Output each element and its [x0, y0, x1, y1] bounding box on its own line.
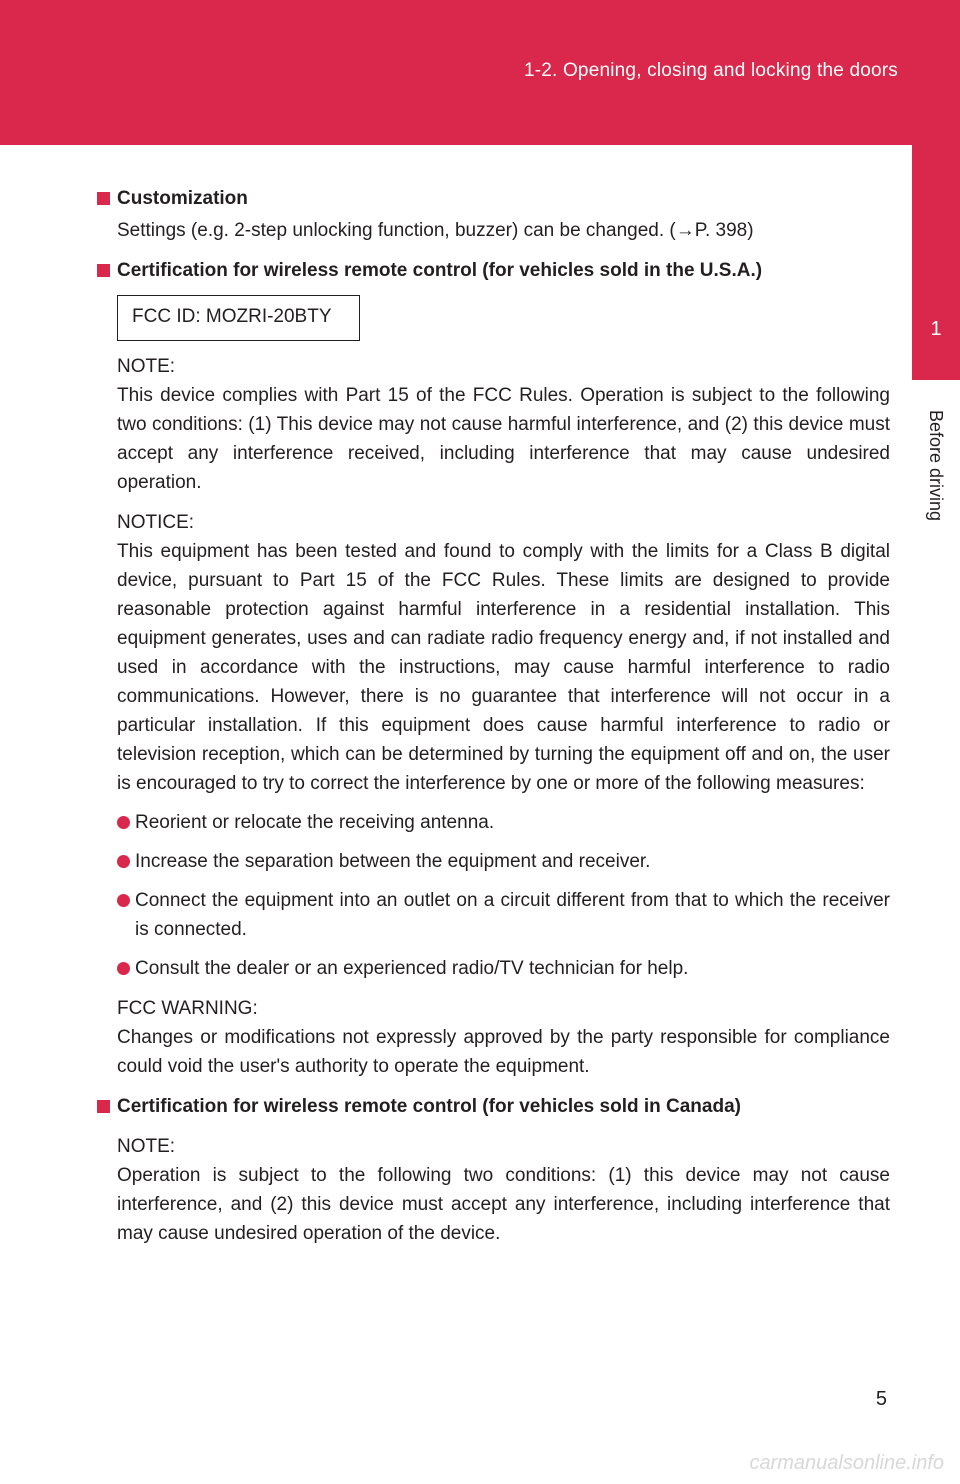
note-text: Operation is subject to the following two conditions: (1) this device may not cause interference, and (2) this device must accept any interference, including interference that may cause undesired operation of the device.: [117, 1165, 890, 1244]
chapter-label-text: Before driving: [926, 409, 947, 521]
usa-note: [117, 352, 890, 497]
customization-text: Settings (e.g. 2-step unlocking function, buzzer) can be changed. (→P. 398): [117, 220, 754, 241]
canada-certification-heading: [97, 1092, 890, 1121]
customization-heading: [97, 184, 890, 213]
chapter-label: [918, 395, 954, 535]
header-band: [0, 0, 960, 145]
note-text: This device complies with Part 15 of the FCC Rules. Operation is subject to the following two conditions: (1) This device may not cause harmful interference, and (2) this device must accept any interference received, including interference that may cause undesired operation.: [117, 385, 890, 493]
list-item-text: Connect the equipment into an outlet on a circuit different from that to which the receiver is connected.: [135, 890, 890, 940]
circle-bullet-icon: [117, 894, 130, 907]
usa-certification-heading: [97, 256, 890, 285]
fcc-warning: [117, 994, 890, 1081]
heading-text: Certification for wireless remote control (for vehicles sold in the U.S.A.): [117, 260, 763, 281]
canada-note: [117, 1132, 890, 1248]
fcc-id-box: FCC ID: MOZRI-20BTY: [117, 295, 360, 341]
heading-text: Certification for wireless remote control (for vehicles sold in Canada): [117, 1096, 741, 1117]
list-item-text: Increase the separation between the equipment and receiver.: [135, 851, 651, 872]
circle-bullet-icon: [117, 816, 130, 829]
square-bullet-icon: [97, 192, 110, 205]
list-item: [97, 808, 890, 837]
list-item: [97, 954, 890, 983]
watermark: carmanualsonline.info: [749, 1452, 944, 1474]
warning-text: Changes or modifications not expressly approved by the party responsible for compliance could void the user's authority to operate the equipment.: [117, 1027, 890, 1077]
circle-bullet-icon: [117, 962, 130, 975]
note-label: NOTE:: [117, 356, 176, 377]
list-item: [97, 847, 890, 876]
circle-bullet-icon: [117, 855, 130, 868]
square-bullet-icon: [97, 1100, 110, 1113]
square-bullet-icon: [97, 264, 110, 277]
page-content: [97, 180, 890, 1248]
chapter-tab: [912, 145, 960, 380]
warning-label: FCC WARNING:: [117, 998, 258, 1019]
notice-label: NOTICE:: [117, 512, 195, 533]
section-title: 1-2. Opening, closing and locking the doors: [523, 60, 898, 81]
list-item-text: Consult the dealer or an experienced radio/TV technician for help.: [135, 958, 689, 979]
page-number: 5: [875, 1388, 887, 1410]
list-item: [97, 886, 890, 944]
heading-text: Customization: [117, 188, 248, 209]
notice-text: This equipment has been tested and found to comply with the limits for a Class B digital device, pursuant to Part 15 of the FCC Rules. These limits are designed to provide reasonable protection against harmful interference in a residential installation. This equipment generates, uses and can radiate radio frequency energy and, if not installed and used in accordance with the instructions, may cause harmful interference to radio communications. However, there is no guarantee that interference will not occur in a particular installation. If this equipment does cause harmful interference to radio or television reception, which can be determined by turning the equipment off and on, the user is encouraged to try to correct the interference by one or more of the following measures:: [117, 541, 890, 794]
usa-notice: [117, 508, 890, 798]
chapter-number: 1: [930, 318, 942, 340]
list-item-text: Reorient or relocate the receiving antenna.: [135, 812, 495, 833]
note-label: NOTE:: [117, 1136, 176, 1157]
